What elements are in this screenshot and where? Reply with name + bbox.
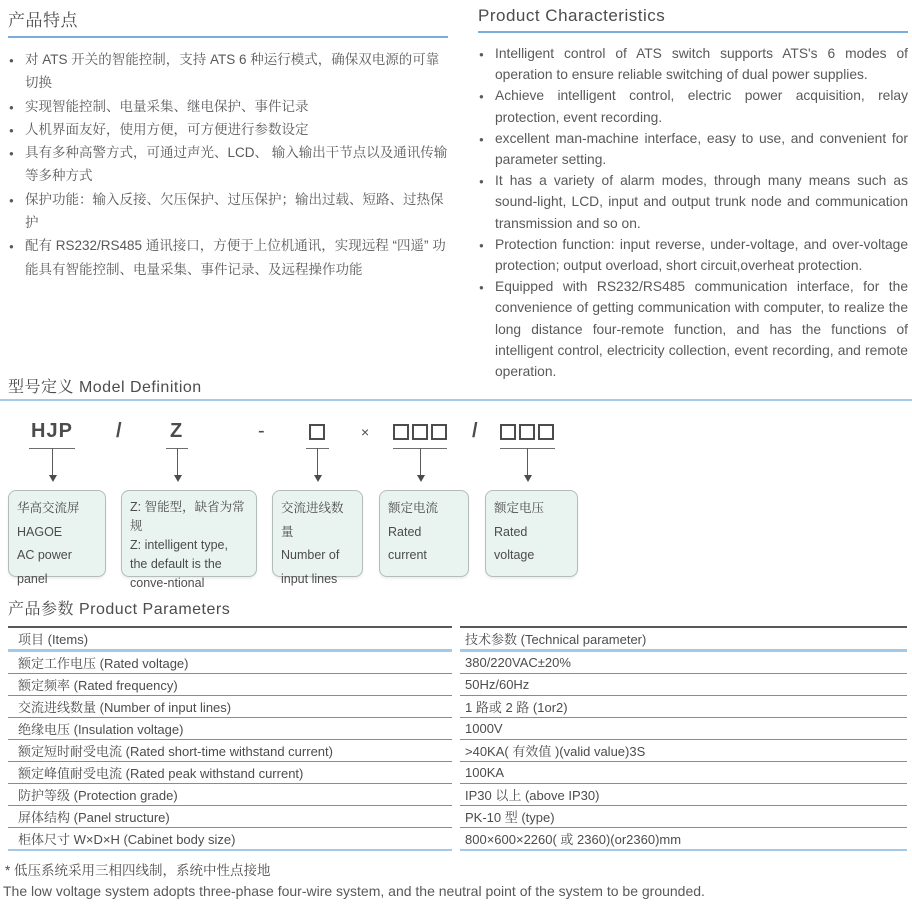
- features-en-list: [478, 43, 908, 382]
- feature-item: ● 配有 RS232/RS485 通讯接口，方便于上位机通讯，实现远程 “四遥” 功能具有智能控制、电量采集、事件记录、及远程操作功能: [8, 234, 448, 281]
- param-item-cell: 额定频率 (Rated frequency): [8, 674, 452, 696]
- model-box-rated-current: [379, 490, 469, 577]
- placeholder-square: [393, 424, 409, 440]
- features-zh-title: 产品特点: [8, 11, 78, 30]
- placeholder-square: [309, 424, 325, 440]
- table-header-value: 技术参数 (Technical parameter): [460, 626, 907, 652]
- section-divider: [8, 36, 448, 38]
- table-header-items: 项目 (Items): [8, 626, 452, 652]
- param-value-cell: 380/220VAC±20%: [460, 652, 907, 674]
- model-part-prefix: HJP: [31, 420, 73, 442]
- arrow-head-icon: [49, 475, 57, 482]
- model-box-line: the default is the: [130, 557, 222, 571]
- arrow-down-icon: [52, 448, 53, 476]
- feature-item: ● 具有多种高警方式，可通过声光、LCD、 输入输出干节点以及通讯传输等多种方式: [8, 141, 448, 188]
- feature-item: ● Equipped with RS232/RS485 communication interface, for the convenience of getting communication with computer, to realize the long distance four-remote function, and has the functions of intelligent control, electricity collection, event recording, and remote operation.: [478, 276, 908, 382]
- model-separator-times: ×: [361, 424, 371, 440]
- model-part-type: Z: [170, 420, 184, 442]
- arrow-head-icon: [417, 475, 425, 482]
- product-parameters-title: 产品参数 Product Parameters: [8, 601, 231, 618]
- placeholder-square: [538, 424, 554, 440]
- features-en-title: Product Characteristics: [478, 6, 666, 25]
- footnote-en: The low voltage system adopts three-phase four-wire system, and the neutral point of the system to be grounded.: [3, 883, 705, 899]
- param-item-cell: 屏体结构 (Panel structure): [8, 806, 452, 828]
- placeholder-square: [412, 424, 428, 440]
- arrow-down-icon: [177, 448, 178, 476]
- param-item-cell: 绝缘电压 (Insulation voltage): [8, 718, 452, 740]
- section-product-characteristics-en: [478, 6, 908, 382]
- model-separator-slash: /: [116, 420, 123, 442]
- placeholder-square-single: [309, 424, 325, 440]
- param-value-cell: 100KA: [460, 762, 907, 784]
- feature-item: ● 实现智能控制、电量采集、继电保护、事件记录: [8, 95, 448, 118]
- model-box-line: AC power panel: [17, 548, 72, 586]
- model-box-line: conve-ntional: [130, 576, 205, 590]
- feature-item: ● Intelligent control of ATS switch supports ATS's 6 modes of operation to ensure reliable switching of dual power supplies.: [478, 43, 908, 85]
- param-item-cell: 防护等级 (Protection grade): [8, 784, 452, 806]
- features-zh-list: [8, 48, 448, 281]
- arrow-down-icon: [420, 448, 421, 476]
- section-divider: [478, 31, 908, 33]
- param-item-cell: 额定短时耐受电流 (Rated short-time withstand current): [8, 740, 452, 762]
- model-box-line: Rated current: [388, 524, 427, 562]
- model-box-line: input lines: [281, 571, 338, 586]
- arrow-down-icon: [527, 448, 528, 476]
- feature-item: ● 人机界面友好，使用方便，可方便进行参数设定: [8, 118, 448, 141]
- model-box-type: [121, 490, 257, 590]
- placeholder-square-group-voltage: [500, 424, 554, 440]
- param-item-cell: 柜体尺寸 W×D×H (Cabinet body size): [8, 828, 452, 851]
- arrow-head-icon: [524, 475, 532, 482]
- section-product-features-zh: [8, 6, 448, 281]
- model-box-line: HAGOE: [17, 524, 63, 539]
- model-box-line: 额定电压: [494, 501, 545, 515]
- arrow-down-icon: [317, 448, 318, 476]
- arrow-head-icon: [174, 475, 182, 482]
- param-item-cell: 交流进线数量 (Number of input lines): [8, 696, 452, 718]
- param-value-cell: 1000V: [460, 718, 907, 740]
- model-box-line: 华高交流屏: [17, 501, 80, 515]
- param-value-cell: 1 路或 2 路 (1or2): [460, 696, 907, 718]
- model-box-line: Rated voltage: [494, 524, 535, 562]
- model-box-input-lines: [272, 490, 363, 586]
- model-box-prefix: [8, 490, 106, 586]
- feature-item: ● excellent man-machine interface, easy to use, and convenient for parameter setting.: [478, 128, 908, 170]
- feature-item: ● 对 ATS 开关的智能控制，支持 ATS 6 种运行模式，确保双电源的可靠切换: [8, 48, 448, 95]
- feature-item: ● It has a variety of alarm modes, through many means such as sound-light, LCD, input and output trunk node and communication transmission and so on.: [478, 170, 908, 234]
- model-separator-dash: -: [258, 420, 266, 442]
- placeholder-square: [500, 424, 516, 440]
- section-divider: [0, 399, 912, 401]
- model-box-rated-voltage: [485, 490, 578, 577]
- param-value-cell: IP30 以上 (above IP30): [460, 784, 907, 806]
- placeholder-square-group-current: [393, 424, 447, 440]
- model-definition-title: 型号定义 Model Definition: [8, 379, 202, 396]
- feature-item: ● Protection function: input reverse, under-voltage, and over-voltage protection; output overload, short circuit,overheat protection.: [478, 234, 908, 276]
- param-item-cell: 额定工作电压 (Rated voltage): [8, 652, 452, 674]
- footnote-zh: * 低压系统采用三相四线制，系统中性点接地: [5, 863, 271, 878]
- placeholder-square: [519, 424, 535, 440]
- param-item-cell: 额定峰值耐受电流 (Rated peak withstand current): [8, 762, 452, 784]
- param-value-cell: PK-10 型 (type): [460, 806, 907, 828]
- feature-item: ● Achieve intelligent control, electric power acquisition, relay protection, event recording.: [478, 85, 908, 127]
- model-separator-slash: /: [472, 420, 479, 442]
- parameters-table: [8, 626, 907, 851]
- model-box-line: 交流进线数量: [281, 501, 344, 539]
- placeholder-square: [431, 424, 447, 440]
- param-value-cell: >40KA( 有效值 )(valid value)3S: [460, 740, 907, 762]
- param-value-cell: 50Hz/60Hz: [460, 674, 907, 696]
- model-box-line: Number of: [281, 548, 340, 562]
- arrow-head-icon: [314, 475, 322, 482]
- param-value-cell: 800×600×2260( 或 2360)(or2360)mm: [460, 828, 907, 851]
- feature-item: ● 保护功能：输入反接、欠压保护、过压保护；输出过载、短路、过热保护: [8, 188, 448, 235]
- model-box-line: Z: 智能型，缺省为常规: [130, 500, 245, 533]
- model-box-line: 额定电流: [388, 501, 439, 515]
- model-box-line: Z: intelligent type,: [130, 538, 228, 552]
